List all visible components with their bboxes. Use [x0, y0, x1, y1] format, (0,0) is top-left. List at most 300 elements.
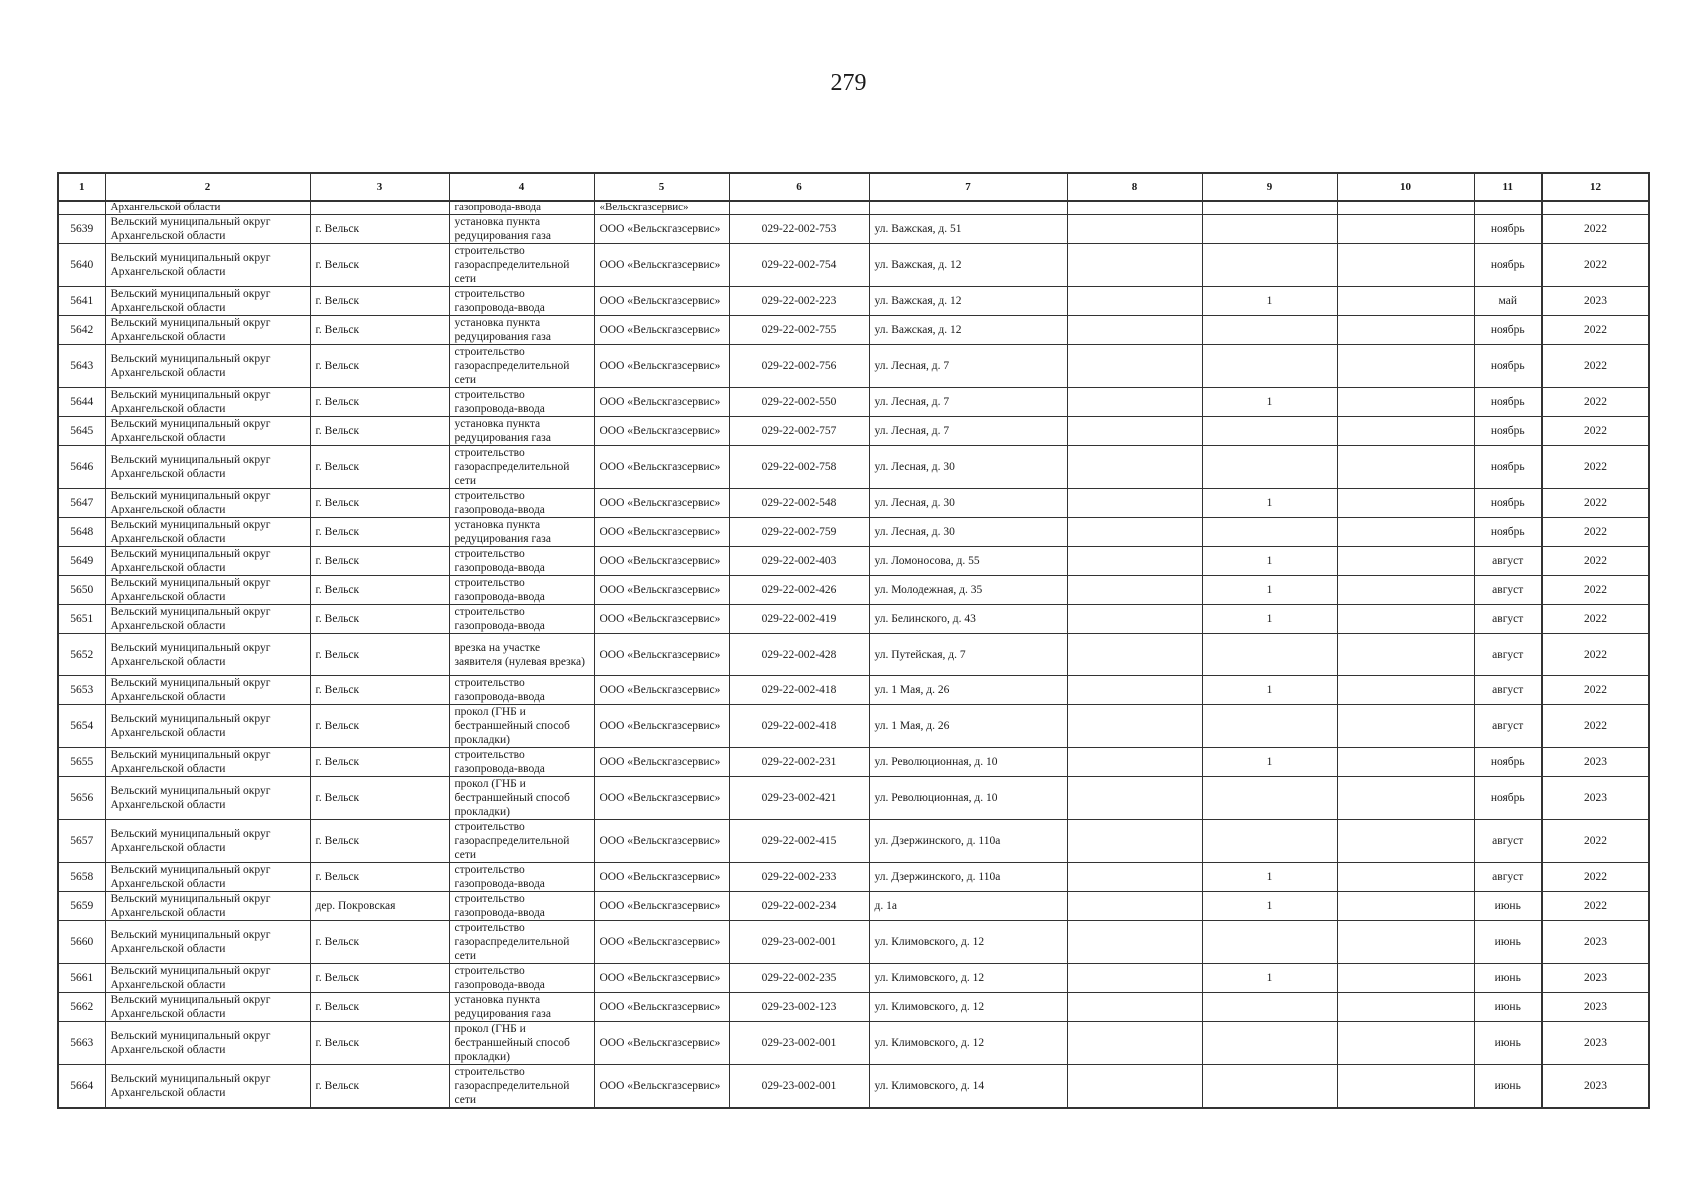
cell-col8: [1067, 777, 1202, 820]
cell-col9: 1: [1202, 892, 1337, 921]
cell-col9: [1202, 1022, 1337, 1065]
cell-year: 2022: [1542, 705, 1649, 748]
cell-month: август: [1474, 863, 1542, 892]
cell-col10: [1337, 993, 1474, 1022]
cell-no: 5650: [58, 576, 105, 605]
cell-col10: [1337, 863, 1474, 892]
column-header: 3: [310, 173, 449, 201]
cell-month: июнь: [1474, 993, 1542, 1022]
cell-col9: 1: [1202, 748, 1337, 777]
cell-col8: [1067, 993, 1202, 1022]
cell-work: прокол (ГНБ и бестраншейный способ прокладки): [449, 777, 594, 820]
cell-col10: [1337, 518, 1474, 547]
cell-locality: г. Вельск: [310, 993, 449, 1022]
cell-district: Вельский муниципальный округ Архангельской области: [105, 1065, 310, 1109]
cell-org: ООО «Вельскгазсервис»: [594, 921, 729, 964]
cell-col9: 1: [1202, 547, 1337, 576]
cell-col9: [1202, 634, 1337, 676]
cell-col9: [1202, 993, 1337, 1022]
cell-work: установка пункта редуцирования газа: [449, 215, 594, 244]
cell-no: 5652: [58, 634, 105, 676]
cell-col9: [1202, 820, 1337, 863]
cell-district: Вельский муниципальный округ Архангельской области: [105, 676, 310, 705]
cell-month: июнь: [1474, 964, 1542, 993]
cell-col9: [1202, 705, 1337, 748]
table-row: [58, 892, 1649, 921]
cell-col9: [1202, 518, 1337, 547]
cell-work: строительство газопровода-ввода: [449, 287, 594, 316]
cell-month: июнь: [1474, 1022, 1542, 1065]
cell-year: 2023: [1542, 287, 1649, 316]
cell-year: 2022: [1542, 634, 1649, 676]
cell-org: ООО «Вельскгазсервис»: [594, 417, 729, 446]
cell-address: [869, 201, 1067, 215]
table-row: [58, 863, 1649, 892]
cell-col10: [1337, 287, 1474, 316]
cell-col8: [1067, 215, 1202, 244]
cell-col10: [1337, 892, 1474, 921]
cell-address: ул. Дзержинского, д. 110а: [869, 820, 1067, 863]
cell-code: 029-22-002-756: [729, 345, 869, 388]
cell-no: 5646: [58, 446, 105, 489]
cell-year: 2022: [1542, 547, 1649, 576]
table-row: [58, 777, 1649, 820]
cell-col10: [1337, 705, 1474, 748]
cell-address: ул. Важская, д. 12: [869, 244, 1067, 287]
header-row: [58, 173, 1649, 201]
cell-no: 5640: [58, 244, 105, 287]
cell-month: август: [1474, 634, 1542, 676]
cell-month: ноябрь: [1474, 417, 1542, 446]
cell-org: ООО «Вельскгазсервис»: [594, 1065, 729, 1109]
cell-year: 2022: [1542, 215, 1649, 244]
cell-year: 2023: [1542, 921, 1649, 964]
cell-col10: [1337, 345, 1474, 388]
cell-col9: 1: [1202, 964, 1337, 993]
cell-month: июнь: [1474, 892, 1542, 921]
cell-district: Вельский муниципальный округ Архангельской области: [105, 993, 310, 1022]
cell-work: строительство газопровода-ввода: [449, 892, 594, 921]
cell-locality: г. Вельск: [310, 576, 449, 605]
cell-no: 5658: [58, 863, 105, 892]
cell-year: 2022: [1542, 417, 1649, 446]
cell-col8: [1067, 863, 1202, 892]
cell-month: ноябрь: [1474, 316, 1542, 345]
cell-org: ООО «Вельскгазсервис»: [594, 1022, 729, 1065]
cell-month: ноябрь: [1474, 777, 1542, 820]
table-row: [58, 748, 1649, 777]
cell-year: 2023: [1542, 964, 1649, 993]
cell-code: 029-22-002-759: [729, 518, 869, 547]
cell-work: строительство газораспределительной сети: [449, 1065, 594, 1109]
cell-no: 5645: [58, 417, 105, 446]
cell-org: ООО «Вельскгазсервис»: [594, 316, 729, 345]
cell-address: ул. Климовского, д. 14: [869, 1065, 1067, 1109]
cell-code: 029-23-002-001: [729, 1022, 869, 1065]
cell-col8: [1067, 1065, 1202, 1109]
cell-work: прокол (ГНБ и бестраншейный способ прокладки): [449, 1022, 594, 1065]
cell-month: август: [1474, 676, 1542, 705]
cell-code: 029-22-002-231: [729, 748, 869, 777]
table-row: [58, 316, 1649, 345]
cell-locality: г. Вельск: [310, 1022, 449, 1065]
cell-month: май: [1474, 287, 1542, 316]
cell-col8: [1067, 201, 1202, 215]
cell-year: 2022: [1542, 892, 1649, 921]
cell-org: ООО «Вельскгазсервис»: [594, 892, 729, 921]
cell-col10: [1337, 777, 1474, 820]
cell-col9: 1: [1202, 863, 1337, 892]
table-row: [58, 964, 1649, 993]
cell-locality: г. Вельск: [310, 921, 449, 964]
page-number: 279: [830, 70, 867, 96]
cell-district: Вельский муниципальный округ Архангельской области: [105, 446, 310, 489]
cell-district: Вельский муниципальный округ Архангельской области: [105, 777, 310, 820]
table-row: [58, 345, 1649, 388]
cell-col9: [1202, 316, 1337, 345]
cell-locality: г. Вельск: [310, 215, 449, 244]
cell-year: 2022: [1542, 518, 1649, 547]
cell-month: ноябрь: [1474, 388, 1542, 417]
cell-col9: [1202, 201, 1337, 215]
cell-code: 029-22-002-548: [729, 489, 869, 518]
cell-col9: [1202, 1065, 1337, 1109]
cell-address: ул. Лесная, д. 7: [869, 345, 1067, 388]
cell-code: [729, 201, 869, 215]
cell-locality: [310, 201, 449, 215]
cell-no: 5648: [58, 518, 105, 547]
cell-address: ул. Лесная, д. 7: [869, 417, 1067, 446]
cell-org: ООО «Вельскгазсервис»: [594, 964, 729, 993]
table-row: [58, 518, 1649, 547]
cell-district: Вельский муниципальный округ Архангельской области: [105, 964, 310, 993]
cell-col10: [1337, 576, 1474, 605]
cell-code: 029-22-002-757: [729, 417, 869, 446]
cell-district: Вельский муниципальный округ Архангельской области: [105, 820, 310, 863]
cell-locality: г. Вельск: [310, 1065, 449, 1109]
cell-col8: [1067, 316, 1202, 345]
cell-no: 5663: [58, 1022, 105, 1065]
cell-no: 5649: [58, 547, 105, 576]
cell-work: строительство газораспределительной сети: [449, 446, 594, 489]
cell-code: 029-22-002-418: [729, 676, 869, 705]
cell-locality: г. Вельск: [310, 748, 449, 777]
cell-month: август: [1474, 705, 1542, 748]
cell-district: Вельский муниципальный округ Архангельской области: [105, 417, 310, 446]
cell-work: строительство газопровода-ввода: [449, 605, 594, 634]
cell-work: строительство газопровода-ввода: [449, 489, 594, 518]
cell-work: прокол (ГНБ и бестраншейный способ прокладки): [449, 705, 594, 748]
cell-no: 5653: [58, 676, 105, 705]
cell-month: август: [1474, 605, 1542, 634]
cell-col10: [1337, 748, 1474, 777]
cell-col8: [1067, 388, 1202, 417]
cell-month: ноябрь: [1474, 518, 1542, 547]
cell-code: 029-22-002-419: [729, 605, 869, 634]
cell-address: ул. Климовского, д. 12: [869, 921, 1067, 964]
cell-col8: [1067, 518, 1202, 547]
cell-locality: г. Вельск: [310, 547, 449, 576]
table-row: [58, 605, 1649, 634]
table-row: [58, 634, 1649, 676]
cell-address: ул. 1 Мая, д. 26: [869, 705, 1067, 748]
cell-col9: 1: [1202, 605, 1337, 634]
cell-col8: [1067, 446, 1202, 489]
cell-district: Вельский муниципальный округ Архангельской области: [105, 576, 310, 605]
cell-col10: [1337, 605, 1474, 634]
table-row: [58, 993, 1649, 1022]
cell-locality: г. Вельск: [310, 676, 449, 705]
cell-work: строительство газопровода-ввода: [449, 863, 594, 892]
cell-locality: дер. Покровская: [310, 892, 449, 921]
cell-month: ноябрь: [1474, 244, 1542, 287]
cell-address: ул. Революционная, д. 10: [869, 748, 1067, 777]
cell-no: 5651: [58, 605, 105, 634]
cell-org: ООО «Вельскгазсервис»: [594, 518, 729, 547]
continuation-row: [58, 201, 1649, 215]
cell-locality: г. Вельск: [310, 605, 449, 634]
cell-no: 5642: [58, 316, 105, 345]
cell-district: Вельский муниципальный округ Архангельской области: [105, 921, 310, 964]
table-row: [58, 547, 1649, 576]
cell-org: ООО «Вельскгазсервис»: [594, 605, 729, 634]
cell-district: Вельский муниципальный округ Архангельской области: [105, 863, 310, 892]
cell-col8: [1067, 634, 1202, 676]
cell-no: 5664: [58, 1065, 105, 1109]
cell-code: 029-23-002-421: [729, 777, 869, 820]
cell-col9: [1202, 921, 1337, 964]
cell-district: Вельский муниципальный округ Архангельской области: [105, 547, 310, 576]
table-row: [58, 287, 1649, 316]
cell-month: июнь: [1474, 1065, 1542, 1109]
column-header: 12: [1542, 173, 1649, 201]
cell-address: ул. Дзержинского, д. 110а: [869, 863, 1067, 892]
cell-district: Вельский муниципальный округ Архангельской области: [105, 345, 310, 388]
cell-month: ноябрь: [1474, 489, 1542, 518]
cell-no: 5660: [58, 921, 105, 964]
cell-address: ул. Климовского, д. 12: [869, 1022, 1067, 1065]
cell-locality: г. Вельск: [310, 388, 449, 417]
cell-col10: [1337, 388, 1474, 417]
cell-work: строительство газопровода-ввода: [449, 547, 594, 576]
cell-code: 029-22-002-415: [729, 820, 869, 863]
cell-no: 5662: [58, 993, 105, 1022]
cell-code: 029-22-002-223: [729, 287, 869, 316]
cell-col10: [1337, 316, 1474, 345]
cell-month: ноябрь: [1474, 446, 1542, 489]
cell-col9: [1202, 345, 1337, 388]
cell-col8: [1067, 345, 1202, 388]
cell-col10: [1337, 244, 1474, 287]
cell-col9: 1: [1202, 676, 1337, 705]
cell-month: [1474, 201, 1542, 215]
cell-work: строительство газораспределительной сети: [449, 921, 594, 964]
cell-code: 029-22-002-234: [729, 892, 869, 921]
cell-locality: г. Вельск: [310, 820, 449, 863]
cell-col8: [1067, 705, 1202, 748]
cell-col8: [1067, 964, 1202, 993]
table-row: [58, 705, 1649, 748]
cell-locality: г. Вельск: [310, 964, 449, 993]
cell-locality: г. Вельск: [310, 863, 449, 892]
cell-org: ООО «Вельскгазсервис»: [594, 547, 729, 576]
cell-month: ноябрь: [1474, 215, 1542, 244]
cell-no: 5647: [58, 489, 105, 518]
cell-code: 029-22-002-233: [729, 863, 869, 892]
cell-locality: г. Вельск: [310, 345, 449, 388]
cell-locality: г. Вельск: [310, 417, 449, 446]
column-header: 5: [594, 173, 729, 201]
table-row: [58, 921, 1649, 964]
table-row: [58, 215, 1649, 244]
cell-month: ноябрь: [1474, 345, 1542, 388]
cell-month: ноябрь: [1474, 748, 1542, 777]
cell-col8: [1067, 244, 1202, 287]
table-row: [58, 1065, 1649, 1109]
cell-address: ул. Революционная, д. 10: [869, 777, 1067, 820]
cell-col8: [1067, 547, 1202, 576]
cell-code: 029-22-002-754: [729, 244, 869, 287]
cell-year: 2022: [1542, 345, 1649, 388]
cell-col10: [1337, 921, 1474, 964]
cell-col9: 1: [1202, 287, 1337, 316]
cell-org: ООО «Вельскгазсервис»: [594, 215, 729, 244]
column-header: 4: [449, 173, 594, 201]
cell-col10: [1337, 417, 1474, 446]
cell-year: 2023: [1542, 993, 1649, 1022]
cell-col8: [1067, 417, 1202, 446]
cell-district: Вельский муниципальный округ Архангельской области: [105, 388, 310, 417]
cell-year: 2023: [1542, 777, 1649, 820]
cell-col8: [1067, 605, 1202, 634]
cell-year: 2022: [1542, 676, 1649, 705]
cell-work: установка пункта редуцирования газа: [449, 417, 594, 446]
table-row: [58, 576, 1649, 605]
table-row: [58, 1022, 1649, 1065]
cell-col9: [1202, 446, 1337, 489]
table-row: [58, 417, 1649, 446]
cell-locality: г. Вельск: [310, 489, 449, 518]
cell-code: 029-23-002-001: [729, 921, 869, 964]
cell-org: ООО «Вельскгазсервис»: [594, 345, 729, 388]
cell-no: 5639: [58, 215, 105, 244]
cell-org: ООО «Вельскгазсервис»: [594, 748, 729, 777]
cell-district: Вельский муниципальный округ Архангельской области: [105, 705, 310, 748]
cell-locality: г. Вельск: [310, 777, 449, 820]
cell-org: ООО «Вельскгазсервис»: [594, 634, 729, 676]
table-row: [58, 244, 1649, 287]
cell-work: строительство газопровода-ввода: [449, 388, 594, 417]
cell-col8: [1067, 287, 1202, 316]
cell-code: 029-23-002-001: [729, 1065, 869, 1109]
cell-org: ООО «Вельскгазсервис»: [594, 863, 729, 892]
cell-org: ООО «Вельскгазсервис»: [594, 388, 729, 417]
cell-address: ул. Белинского, д. 43: [869, 605, 1067, 634]
cell-col9: [1202, 777, 1337, 820]
cell-no: 5644: [58, 388, 105, 417]
cell-col10: [1337, 489, 1474, 518]
column-header: 11: [1474, 173, 1542, 201]
cell-year: 2022: [1542, 388, 1649, 417]
cell-code: 029-23-002-123: [729, 993, 869, 1022]
cell-no: 5657: [58, 820, 105, 863]
table-row: [58, 820, 1649, 863]
cell-col9: 1: [1202, 489, 1337, 518]
cell-code: 029-22-002-426: [729, 576, 869, 605]
cell-col10: [1337, 676, 1474, 705]
cell-locality: г. Вельск: [310, 316, 449, 345]
cell-col10: [1337, 820, 1474, 863]
cell-district: Вельский муниципальный округ Архангельской области: [105, 892, 310, 921]
cell-col9: [1202, 215, 1337, 244]
cell-year: 2022: [1542, 489, 1649, 518]
cell-code: 029-22-002-758: [729, 446, 869, 489]
cell-col9: [1202, 244, 1337, 287]
cell-month: август: [1474, 576, 1542, 605]
cell-code: 029-22-002-755: [729, 316, 869, 345]
cell-col8: [1067, 892, 1202, 921]
cell-org: ООО «Вельскгазсервис»: [594, 993, 729, 1022]
cell-address: ул. Ломоносова, д. 55: [869, 547, 1067, 576]
cell-col8: [1067, 1022, 1202, 1065]
cell-month: август: [1474, 547, 1542, 576]
cell-work: строительство газопровода-ввода: [449, 964, 594, 993]
cell-work: строительство газопровода-ввода: [449, 748, 594, 777]
cell-col8: [1067, 820, 1202, 863]
table-row: [58, 676, 1649, 705]
cell-col9: 1: [1202, 576, 1337, 605]
column-header: 7: [869, 173, 1067, 201]
cell-district: Вельский муниципальный округ Архангельской области: [105, 1022, 310, 1065]
cell-locality: г. Вельск: [310, 518, 449, 547]
cell-code: 029-22-002-550: [729, 388, 869, 417]
cell-org: ООО «Вельскгазсервис»: [594, 287, 729, 316]
cell-district: Архангельской области: [105, 201, 310, 215]
cell-year: 2023: [1542, 1065, 1649, 1109]
cell-address: ул. Лесная, д. 30: [869, 518, 1067, 547]
cell-no: 5659: [58, 892, 105, 921]
cell-col10: [1337, 1065, 1474, 1109]
column-header: 6: [729, 173, 869, 201]
cell-no: 5643: [58, 345, 105, 388]
cell-district: Вельский муниципальный округ Архангельской области: [105, 518, 310, 547]
cell-address: ул. 1 Мая, д. 26: [869, 676, 1067, 705]
cell-col10: [1337, 201, 1474, 215]
cell-address: ул. Путейская, д. 7: [869, 634, 1067, 676]
cell-work: установка пункта редуцирования газа: [449, 316, 594, 345]
cell-col9: [1202, 417, 1337, 446]
cell-address: ул. Молодежная, д. 35: [869, 576, 1067, 605]
cell-district: Вельский муниципальный округ Архангельской области: [105, 215, 310, 244]
cell-code: 029-22-002-403: [729, 547, 869, 576]
cell-col8: [1067, 489, 1202, 518]
cell-no: 5641: [58, 287, 105, 316]
cell-district: Вельский муниципальный округ Архангельской области: [105, 287, 310, 316]
cell-org: ООО «Вельскгазсервис»: [594, 705, 729, 748]
cell-no: [58, 201, 105, 215]
cell-col10: [1337, 1022, 1474, 1065]
data-table: [57, 172, 1650, 1109]
cell-address: ул. Важская, д. 12: [869, 287, 1067, 316]
cell-no: 5661: [58, 964, 105, 993]
cell-code: 029-22-002-418: [729, 705, 869, 748]
cell-year: [1542, 201, 1649, 215]
cell-col10: [1337, 215, 1474, 244]
cell-work: строительство газораспределительной сети: [449, 244, 594, 287]
cell-year: 2022: [1542, 316, 1649, 345]
cell-org: «Вельскгазсервис»: [594, 201, 729, 215]
cell-locality: г. Вельск: [310, 446, 449, 489]
